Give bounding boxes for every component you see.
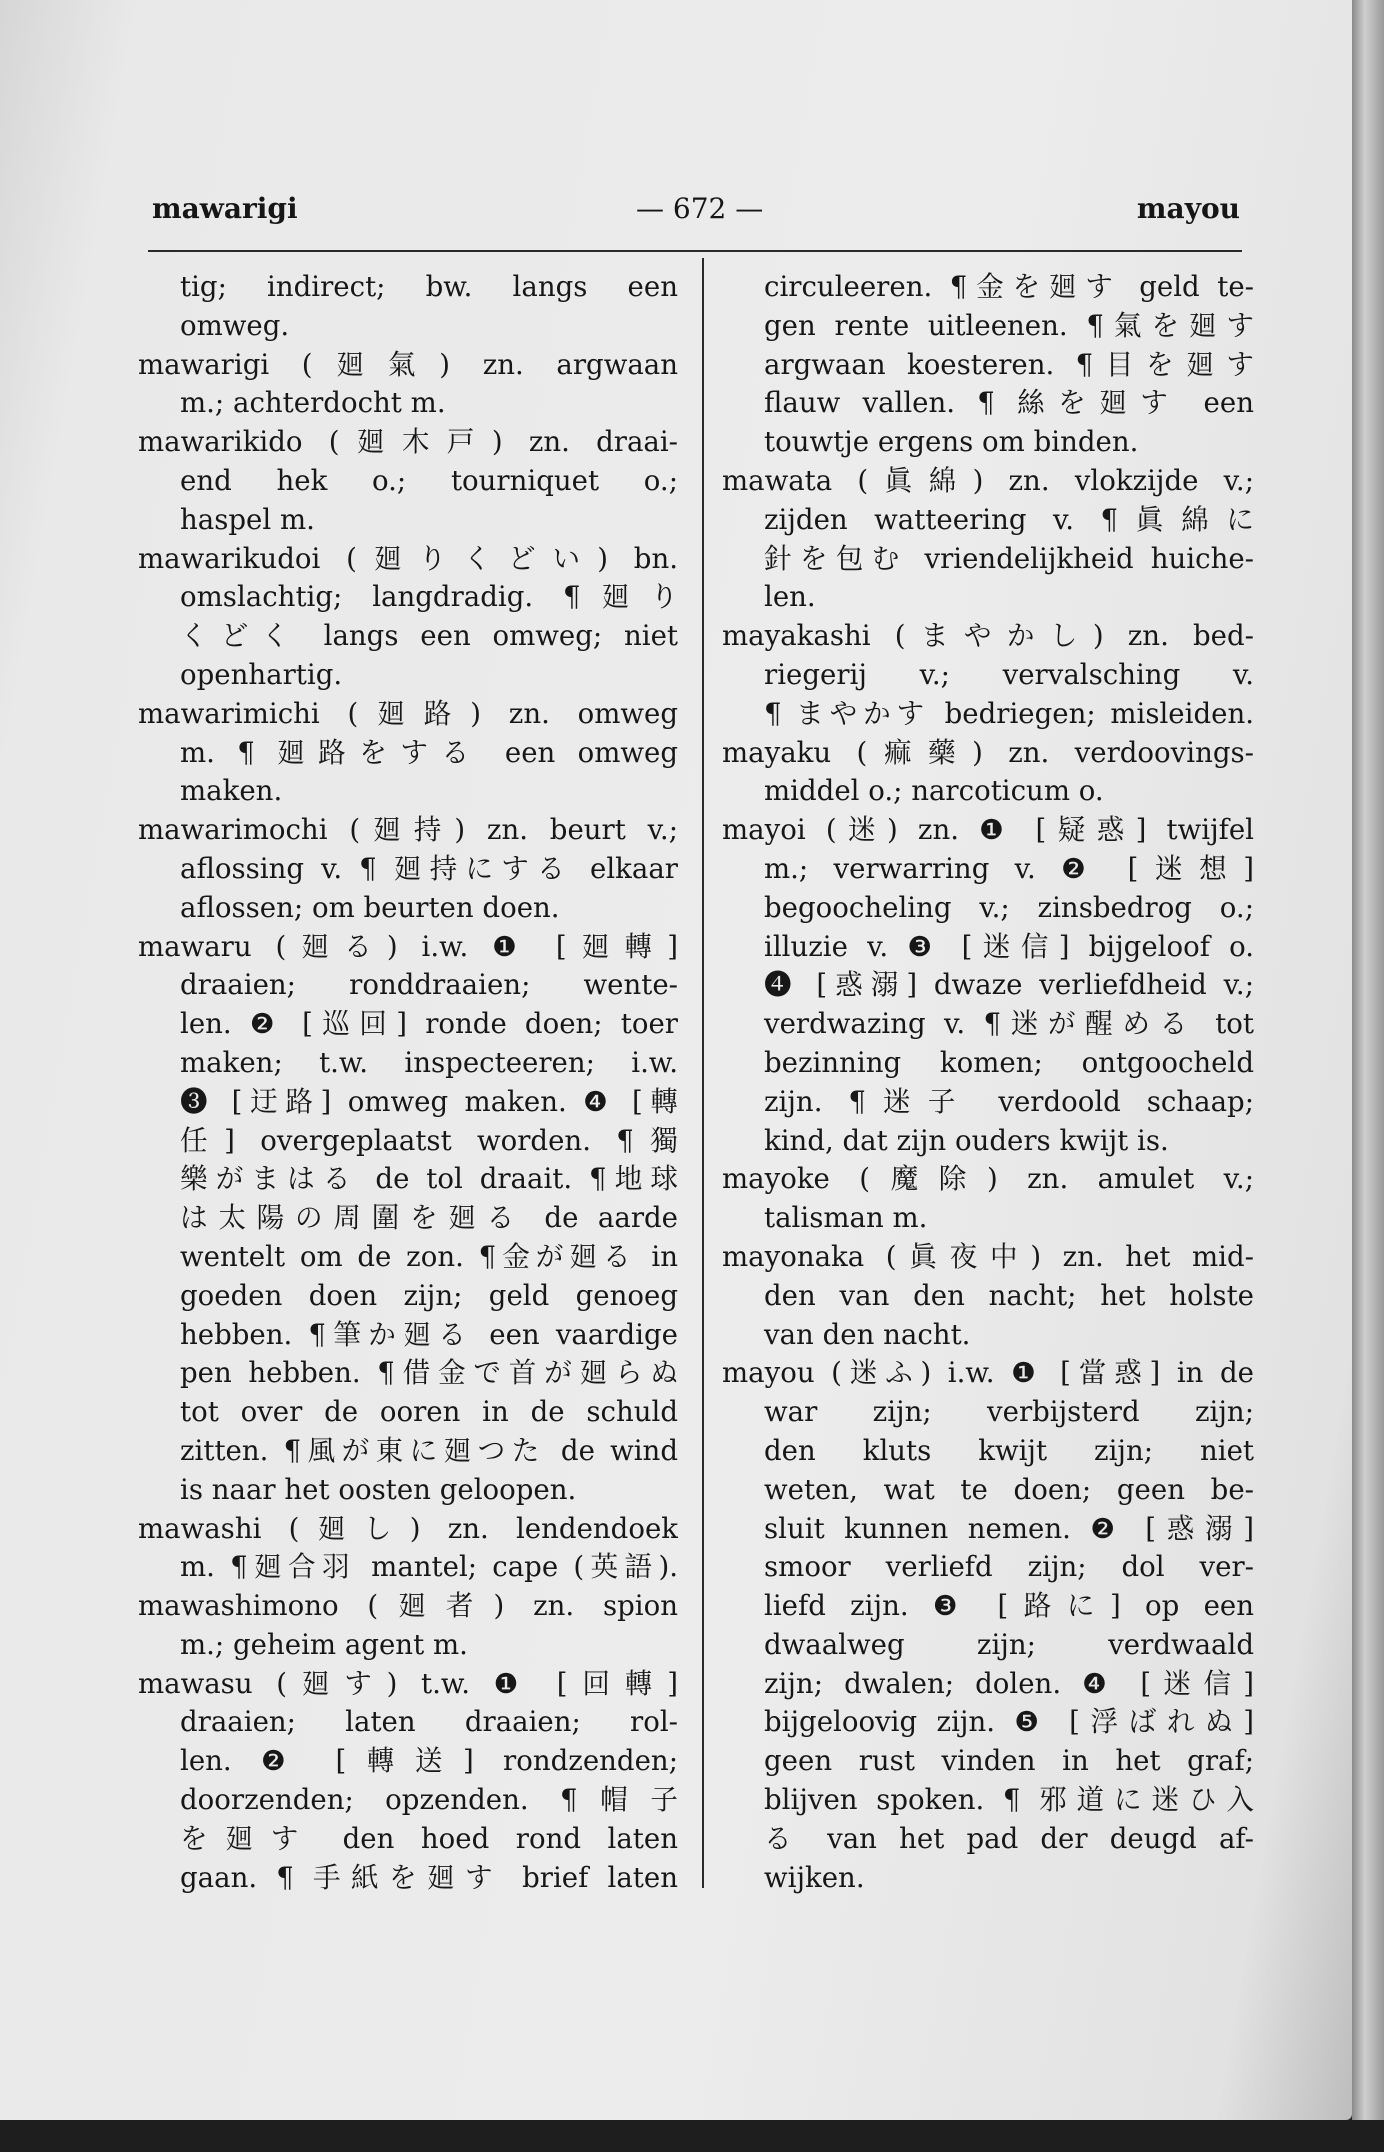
entry-line: smoor verliefd zijn; dol ver- xyxy=(764,1550,1254,1584)
entry-line: bijgeloovig zijn. ❺ [浮ばれぬ] xyxy=(764,1705,1254,1739)
headword-line: mayoi (迷) zn. ❶ [疑惑] twijfel xyxy=(722,813,1254,847)
entry-line: len. ❷ [轉送] rondzenden; xyxy=(180,1744,678,1778)
entry-line: haspel m. xyxy=(180,502,315,536)
entry-line: aflossen; om beurten doen. xyxy=(180,890,560,924)
entry-line: war zijn; verbijsterd zijn; xyxy=(764,1395,1254,1429)
entry-line: openhartig. xyxy=(180,657,343,691)
headword-line: mawashi (廻し) zn. lendendoek xyxy=(138,1511,678,1545)
entry-line: hebben. ¶筆か廻る een vaardige xyxy=(180,1317,678,1351)
entry-line: ❹ [惑溺] dwaze verliefdheid v.; xyxy=(764,968,1254,1002)
entry-line: omweg. xyxy=(180,308,290,342)
entry-line: くどく langs een omweg; niet xyxy=(180,619,678,653)
entry-line: m.; verwarring v. ❷ [迷想] xyxy=(764,851,1254,885)
entry-line: zijn; dwalen; dolen. ❹ [迷信] xyxy=(764,1666,1254,1700)
entry-line: talisman m. xyxy=(764,1201,928,1235)
entry-line: den kluts kwijt zijn; niet xyxy=(764,1433,1254,1467)
headword-line: mawarimochi (廻持) zn. beurt v.; xyxy=(138,813,678,847)
entry-line: len. ❷ [巡回] ronde doen; toer xyxy=(180,1007,678,1041)
page-edge xyxy=(1352,0,1384,2152)
headword-line: mayaku (痲藥) zn. verdoovings- xyxy=(722,735,1254,769)
entry-line: ¶ まやかす bedriegen; misleiden. xyxy=(764,696,1254,730)
entry-line: 樂がまはる de tol draait. ¶地球 xyxy=(180,1162,678,1196)
entry-line: wentelt om de zon. ¶金が廻る in xyxy=(180,1239,678,1273)
entry-line: m. ¶廻合羽 mantel; cape (英語). xyxy=(180,1550,678,1584)
entry-line: den van den nacht; het holste xyxy=(764,1278,1254,1312)
entry-line: る van het pad der deugd af- xyxy=(764,1821,1254,1855)
right-guide-word: mayou xyxy=(1136,192,1240,225)
entry-line: kind, dat zijn ouders kwijt is. xyxy=(764,1123,1169,1157)
entry-line: flauw vallen. ¶ 絲を廻す een xyxy=(764,386,1254,420)
entry-line: m. ¶ 廻路をする een omweg xyxy=(180,735,678,769)
left-guide-word: mawarigi xyxy=(152,192,298,225)
entry-line: 針を包む vriendelijkheid huiche- xyxy=(764,541,1254,575)
entry-line: len. xyxy=(764,580,816,614)
entry-line: begoocheling v.; zinsbedrog o.; xyxy=(764,890,1254,924)
headword-line: mawarigi (廻氣) zn. argwaan xyxy=(138,347,678,381)
entry-line: liefd zijn. ❸ [路に] op een xyxy=(764,1589,1254,1623)
headword-line: mawarikudoi (廻りくどい) bn. xyxy=(138,541,678,575)
headword-line: mayou (迷ふ) i.w. ❶ [當惑] in de xyxy=(722,1356,1254,1390)
headword-line: mawarikido (廻木戸) zn. draai- xyxy=(138,425,678,459)
entry-line: omslachtig; langdradig. ¶廻り xyxy=(180,580,678,614)
entry-line: zijden watteering v. ¶眞綿に xyxy=(764,502,1254,536)
headword-line: mawashimono (廻者) zn. spion xyxy=(138,1589,678,1623)
entry-line: doorzenden; opzenden. ¶帽子 xyxy=(180,1783,678,1817)
entry-line: end hek o.; tourniquet o.; xyxy=(180,463,678,497)
entry-line: dwaalweg zijn; verdwaald xyxy=(764,1627,1254,1661)
entry-line: tig; indirect; bw. langs een xyxy=(180,270,678,303)
entry-line: を廻す den hoed rond laten xyxy=(180,1821,678,1855)
entry-line: weten, wat te doen; geen be- xyxy=(764,1472,1254,1506)
column-divider xyxy=(702,258,704,1888)
headword-line: mayakashi (まやかし) zn. bed- xyxy=(722,619,1254,653)
entry-line: bezinning komen; ontgoocheld xyxy=(764,1045,1254,1079)
entry-line: goeden doen zijn; geld genoeg xyxy=(180,1278,678,1312)
entry-line: van den nacht. xyxy=(764,1317,971,1351)
entry-line: maken. xyxy=(180,774,283,808)
right-column xyxy=(722,268,1254,1897)
entry-line: draaien; laten draaien; rol- xyxy=(180,1705,678,1739)
entry-line: tot over de ooren in de schuld xyxy=(180,1395,678,1429)
header-rule xyxy=(148,250,1242,252)
entry-line: zitten. ¶風が東に廻つた de wind xyxy=(180,1433,678,1467)
entry-line: wijken. xyxy=(764,1860,865,1894)
headword-line: mawasu (廻す) t.w. ❶ [回轉] xyxy=(138,1666,678,1700)
headword-line: mayonaka (眞夜中) zn. het mid- xyxy=(722,1239,1254,1273)
entry-line: zijn. ¶迷子 verdoold schaap; xyxy=(764,1084,1254,1118)
left-column xyxy=(138,268,678,1897)
entry-line: blijven spoken. ¶ 邪道に迷ひ入 xyxy=(764,1783,1254,1817)
entry-line: draaien; ronddraaien; wente- xyxy=(180,968,678,1002)
bottom-shadow xyxy=(0,2120,1384,2152)
entry-line: maken; t.w. inspecteeren; i.w. xyxy=(180,1045,678,1079)
headword-line: mawarimichi (廻路) zn. omweg xyxy=(138,696,678,730)
entry-line: illuzie v. ❸ [迷信] bijgeloof o. xyxy=(764,929,1254,963)
entry-line: argwaan koesteren. ¶目を廻す xyxy=(764,347,1254,381)
headword-line: mawata (眞綿) zn. vlokzijde v.; xyxy=(722,463,1254,497)
entry-line: touwtje ergens om binden. xyxy=(764,425,1139,459)
entry-line: は太陽の周圍を廻る de aarde xyxy=(180,1201,678,1235)
entry-line: 任] overgeplaatst worden. ¶獨 xyxy=(180,1123,678,1157)
entry-line: sluit kunnen nemen. ❷ [惑溺] xyxy=(764,1511,1254,1545)
headword-line: mawaru (廻る) i.w. ❶ [廻轉] xyxy=(138,929,678,963)
entry-line: m.; achterdocht m. xyxy=(180,386,446,420)
entry-line: gaan. ¶ 手紙を廻す brief laten xyxy=(180,1860,678,1894)
entry-line: pen hebben. ¶借金で首が廻らぬ xyxy=(180,1356,678,1390)
entry-line: ❸ [迂路] omweg maken. ❹ [轉 xyxy=(180,1084,678,1118)
entry-line: gen rente uitleenen. ¶氣を廻す xyxy=(764,308,1254,342)
entry-line: verdwazing v. ¶迷が醒める tot xyxy=(764,1007,1254,1041)
entry-line: geen rust vinden in het graf; xyxy=(764,1744,1254,1778)
entry-line: middel o.; narcoticum o. xyxy=(764,774,1104,808)
headword-line: mayoke (魔除) zn. amulet v.; xyxy=(722,1162,1254,1196)
entry-line: riegerij v.; vervalsching v. xyxy=(764,657,1254,691)
entry-line: circuleeren. ¶金を廻す geld te- xyxy=(764,270,1254,303)
entry-line: aflossing v. ¶ 廻持にする elkaar xyxy=(180,851,678,885)
entry-line: m.; geheim agent m. xyxy=(180,1627,468,1661)
page-number: — 672 — xyxy=(636,192,764,225)
entry-line: is naar het oosten geloopen. xyxy=(180,1472,577,1506)
